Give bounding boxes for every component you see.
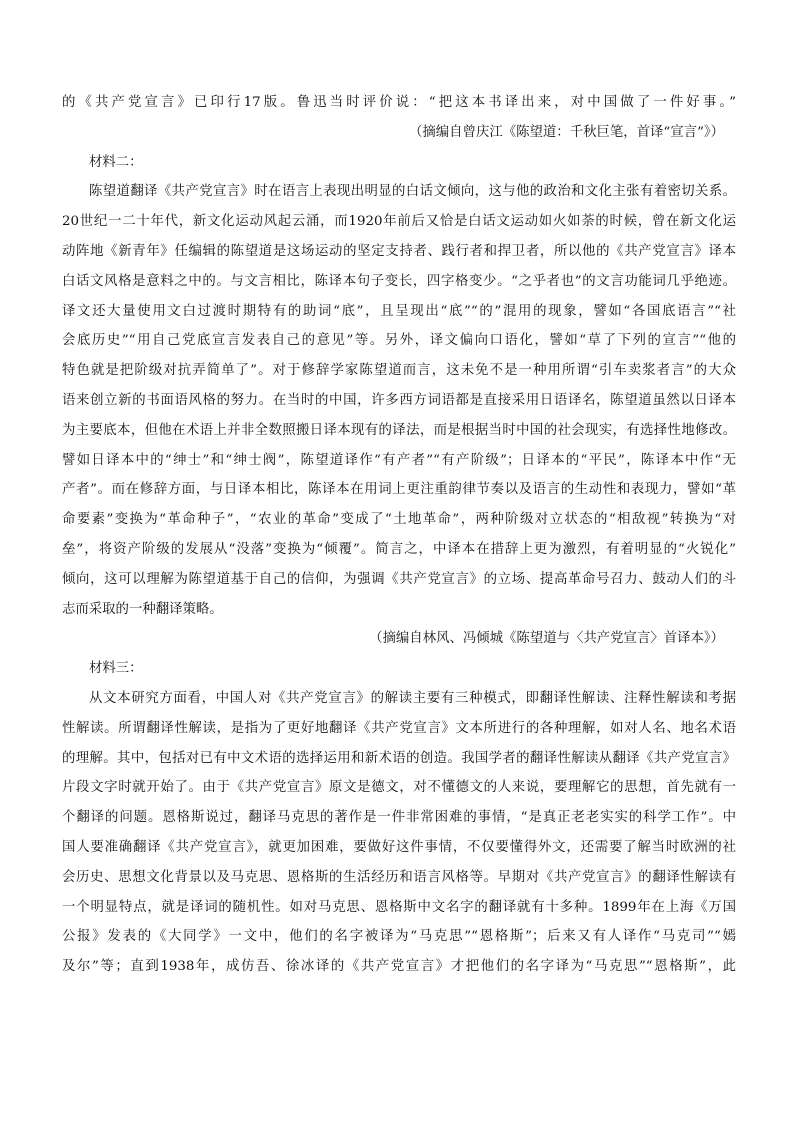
paragraph-line: 个翻译的问题。恩格斯说过，翻译马克思的著作是一件非常困难的事情，“是真正老老实实的科学工作”。中 — [62, 810, 736, 826]
section-2-paragraph — [62, 177, 736, 624]
paragraph-line: 特色就是把阶级对抗弄简单了”。对于修辞学家陈望道而言，这未免不是一种用所谓“引车卖浆者言”的大众 — [62, 363, 736, 379]
paragraph-line: 片段文字时就开始了。由于《共产党宣言》原文是德文，对不懂德文的人来说，要理解它的思想，首先就有一 — [62, 780, 736, 796]
paragraph-line: 一个明显特点，就是译词的随机性。如对马克思、恩格斯中文名字的翻译就有十多种。1899年在上海《万国 — [62, 899, 736, 915]
paragraph-line: 垒”，将资产阶级的发展从“没落”变换为“倾覆”。简言之，中译本在措辞上更为激烈，有着明显的“火锐化” — [62, 541, 736, 557]
paragraph-line: 的理解。其中，包括对已有中文术语的选择运用和新术语的创造。我国学者的翻译性解读从翻译《共产党宣言》 — [62, 750, 736, 766]
paragraph-line: 产者”。而在修辞方面，与日译本相比，陈译本在用词上更注重韵律节奏以及语言的生动性和表现力，譬如“革 — [62, 482, 736, 498]
section-3-paragraph — [62, 684, 736, 982]
document-page — [62, 88, 736, 982]
paragraph-line: 20世纪一二十年代，新文化运动风起云涌，而1920年前后又恰是白话文运动如火如荼的时候，曾在新文化运 — [62, 214, 736, 230]
paragraph-line: 国人要准确翻译《共产党宣言》，就更加困难，要做好这件事情，不仅要懂得外文，还需要了解当时欧洲的社 — [62, 839, 736, 855]
paragraph-line: 会底历史”“用自己党底宣言发表自己的意见”等。另外，译文偏向口语化，譬如“草了下列的宣言”“他的 — [62, 333, 736, 349]
source-citation-2: （摘编自林风、冯倾城《陈望道与〈共产党宣言〉首译本》） — [369, 631, 724, 647]
section-heading-3: 材料三： — [89, 661, 143, 677]
paragraph-line: 倾向，这可以理解为陈望道基于自己的信仰，为强调《共产党宣言》的立场、提高革命号召力、鼓动人们的斗 — [62, 571, 736, 587]
paragraph-line: 陈望道翻译《共产党宣言》时在语言上表现出明显的白话文倾向，这与他的政治和文化主张有着密切关系。 — [89, 184, 736, 200]
paragraph-line: 性解读。所谓翻译性解读，是指为了更好地翻译《共产党宣言》文本所进行的各种理解，如对人名、地名术语 — [62, 720, 736, 736]
paragraph-line: 语来创立新的书面语风格的努力。在当时的中国，许多西方词语都是直接采用日语译名，陈望道虽然以日译本 — [62, 392, 736, 408]
paragraph-line: 公报》发表的《大同学》一文中，他们的名字被译为“马克思”“恩格斯”；后来又有人译作“马克司”“嫣 — [62, 929, 736, 945]
paragraph-line: 为主要底本，但他在术语上并非全数照搬日译本现有的译法，而是根据当时中国的社会现实，有选择性地修改。 — [62, 422, 736, 438]
paragraph-line: 白话文风格是意料之中的。与文言相比，陈译本句子变长，四字格变少。“之乎者也”的文言功能词几乎绝迹。 — [62, 273, 736, 289]
paragraph-line: 会历史、思想文化背景以及马克思、恩格斯的生活经历和语言风格等。早期对《共产党宣言》的翻译性解读有 — [62, 869, 736, 885]
section-heading-2: 材料二： — [89, 154, 143, 170]
paragraph-line: 动阵地《新青年》任编辑的陈望道是这场运动的坚定支持者、践行者和捍卫者，所以他的《共产党宣言》译本 — [62, 243, 736, 259]
paragraph-line: 译文还大量使用文白过渡时期特有的助词“底”，且呈现出“底”“的”混用的现象，譬如“各国底语言”“社 — [62, 303, 736, 319]
intro-line: 的《共产党宣言》已印行17版。鲁迅当时评价说：“把这本书译出来，对中国做了一件好事。” — [62, 95, 736, 110]
paragraph-line: 志而采取的一种翻译策略。 — [62, 601, 223, 617]
paragraph-line: 及尔”等；直到1938年，成仿吾、徐冰译的《共产党宣言》才把他们的名字译为“马克思”“恩格斯”，此 — [62, 959, 736, 975]
paragraph-line: 命要素”变换为“革命种子”，“农业的革命”变成了“土地革命”，两种阶级对立状态的“相敌视”转换为“对 — [62, 512, 736, 528]
paragraph-line: 譬如日译本中的“绅士”和“绅士阀”，陈望道译作“有产者”“有产阶级”；日译本的“平民”，陈译本中作“无 — [62, 452, 736, 468]
source-citation-1: （摘编自曾庆江《陈望道：千秋巨笔，首译“宣言”》） — [409, 124, 724, 140]
paragraph-line: 从文本研究方面看，中国人对《共产党宣言》的解读主要有三种模式，即翻译性解读、注释性解读和考据 — [89, 690, 736, 706]
